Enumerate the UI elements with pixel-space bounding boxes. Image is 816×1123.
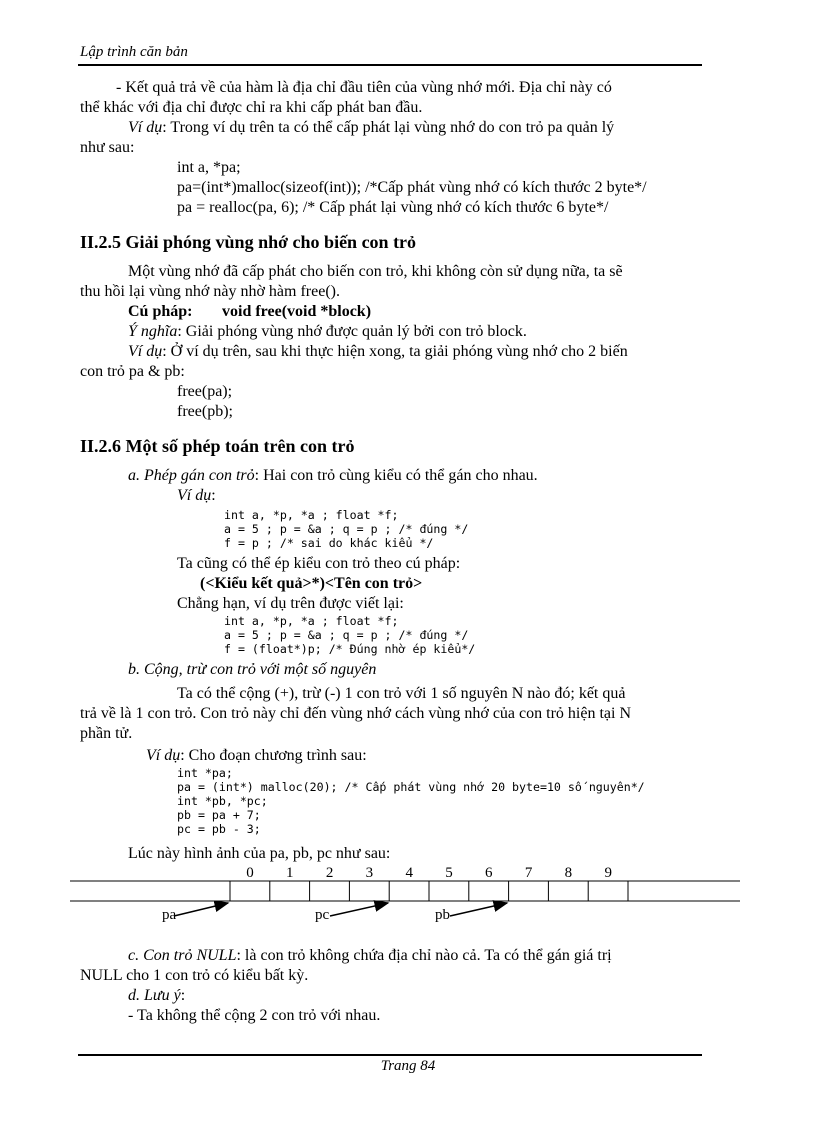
text-line xyxy=(128,322,527,342)
code-line: free(pb); xyxy=(177,403,233,420)
footer-rule xyxy=(78,1054,702,1056)
cell-index-label: 4 xyxy=(405,865,413,881)
subsection-label: b. Cộng, trừ con trỏ với một số nguyên xyxy=(128,661,377,678)
example-label: Ví dụ xyxy=(128,119,163,136)
text-line: phần tử. xyxy=(80,725,133,742)
code-line: a = 5 ; p = &a ; q = p ; /* đúng */ xyxy=(224,628,469,642)
code-line: pa=(int*)malloc(sizeof(int)); /*Cấp phát vùng nhớ có kích thước 2 byte*/ xyxy=(177,179,647,196)
cast-syntax: (<Kiểu kết quả>*)<Tên con trỏ> xyxy=(200,575,423,592)
code-line: pc = pb - 3; xyxy=(177,822,261,836)
header-rule xyxy=(78,64,702,66)
pointer-label-pc: pc xyxy=(315,907,330,923)
cell-index-label: 2 xyxy=(325,865,334,881)
page-number: Trang 84 xyxy=(380,1058,436,1074)
meaning-text: : Giải phóng vùng nhớ được quản lý bởi con trỏ block. xyxy=(177,323,527,340)
text-line: Một vùng nhớ đã cấp phát cho biến con trỏ, khi không còn sử dụng nữa, ta sẽ xyxy=(128,263,623,280)
code-line: pa = realloc(pa, 6); /* Cấp phát lại vùng nhớ có kích thước 6 byte*/ xyxy=(177,199,609,216)
text-line: con trỏ pa & pb: xyxy=(80,363,185,380)
text-line xyxy=(128,986,185,1006)
cell-index-label: 7 xyxy=(524,865,533,881)
text-line xyxy=(177,486,216,506)
subsection-label: d. Lưu ý xyxy=(128,987,181,1004)
text-line xyxy=(128,118,614,138)
text-line: - Ta không thể cộng 2 con trỏ với nhau. xyxy=(128,1007,381,1024)
code-line: free(pa); xyxy=(177,383,233,400)
subsection-label: a. Phép gán con trỏ xyxy=(128,467,255,484)
pointer-arrow-pa xyxy=(174,903,228,916)
running-header: Lập trình căn bản xyxy=(80,44,188,60)
text-line xyxy=(128,342,628,362)
text-line xyxy=(128,466,538,486)
example-label: Ví dụ xyxy=(128,343,163,360)
cell-index-label: 3 xyxy=(365,865,374,881)
cell-index-label: 8 xyxy=(564,865,573,881)
text-line: - Kết quả trả về của hàm là địa chỉ đầu tiên của vùng nhớ mới. Địa chỉ này có xyxy=(116,79,612,96)
code-line: f = (float*)p; /* Đúng nhờ ép kiểu*/ xyxy=(224,642,476,656)
cell-index-label: 5 xyxy=(445,865,453,881)
example-label: Ví dụ xyxy=(177,487,212,504)
pointer-arrow-pb xyxy=(450,903,507,916)
section-heading: II.2.6 Một số phép toán trên con trỏ xyxy=(80,436,355,456)
subsection-label: c. Con trỏ NULL xyxy=(128,947,237,964)
example-colon: : xyxy=(211,487,216,504)
cell-index-label: 0 xyxy=(246,865,254,881)
code-line: int *pa; xyxy=(177,766,233,780)
pointer-label-pb: pb xyxy=(435,907,450,923)
text-line: trả về là 1 con trỏ. Con trỏ này chỉ đến vùng nhớ cách vùng nhớ của con trỏ hiện tại N xyxy=(80,705,631,722)
subsection-text: : Hai con trỏ cùng kiểu có thể gán cho nhau. xyxy=(254,467,538,484)
syntax-code: void free(void *block) xyxy=(222,303,372,320)
text-line: Ta cũng có thể ép kiểu con trỏ theo cú pháp: xyxy=(177,555,461,572)
code-line: f = p ; /* sai do khác kiểu */ xyxy=(224,536,434,550)
pointer-arrow-pc xyxy=(330,903,388,916)
subsection-text: : là con trỏ không chứa địa chỉ nào cả. Ta có thể gán giá trị xyxy=(236,947,612,964)
text-line: như sau: xyxy=(80,139,135,156)
cell-index-label: 1 xyxy=(286,865,294,881)
code-line: int a, *p, *a ; float *f; xyxy=(224,508,399,522)
code-line: int *pb, *pc; xyxy=(177,794,268,808)
text-line: thể khác với địa chỉ được chỉ ra khi cấp phát ban đầu. xyxy=(80,99,423,116)
example-text: : Trong ví dụ trên ta có thể cấp phát lại vùng nhớ do con trỏ pa quản lý xyxy=(162,119,615,136)
code-line: int a, *pa; xyxy=(177,159,241,176)
text-line: Lúc này hình ảnh của pa, pb, pc như sau: xyxy=(128,845,391,862)
cell-index-label: 9 xyxy=(604,865,612,881)
text-line: NULL cho 1 con trỏ có kiểu bất kỳ. xyxy=(80,967,309,984)
subsection-colon: : xyxy=(180,987,186,1004)
text-line: thu hồi lại vùng nhớ này nhờ hàm free(). xyxy=(80,283,340,300)
text-line xyxy=(146,746,367,766)
meaning-label: Ý nghĩa xyxy=(128,323,178,340)
section-heading: II.2.5 Giải phóng vùng nhớ cho biến con trỏ xyxy=(80,232,417,252)
example-label: Ví dụ xyxy=(146,747,181,764)
code-line: pa = (int*) malloc(20); /* Cấp phát vùng nhớ 20 byte=10 số nguyên*/ xyxy=(177,780,645,794)
code-line: a = 5 ; p = &a ; q = p ; /* đúng */ xyxy=(224,522,469,536)
pointer-label-pa: pa xyxy=(162,907,177,923)
example-text: : Cho đoạn chương trình sau: xyxy=(180,747,367,764)
text-line: Ta có thể cộng (+), trừ (-) 1 con trỏ với 1 số nguyên N nào đó; kết quả xyxy=(177,685,626,702)
text-line xyxy=(128,946,612,966)
pointer-diagram xyxy=(0,860,816,930)
cell-index-label: 6 xyxy=(485,865,493,881)
syntax-label: Cú pháp: xyxy=(128,303,193,320)
code-line: pb = pa + 7; xyxy=(177,808,261,822)
example-text: : Ở ví dụ trên, sau khi thực hiện xong, ta giải phóng vùng nhớ cho 2 biến xyxy=(162,343,628,360)
code-line: int a, *p, *a ; float *f; xyxy=(224,614,399,628)
text-line: Chẳng hạn, ví dụ trên được viết lại: xyxy=(177,595,404,612)
